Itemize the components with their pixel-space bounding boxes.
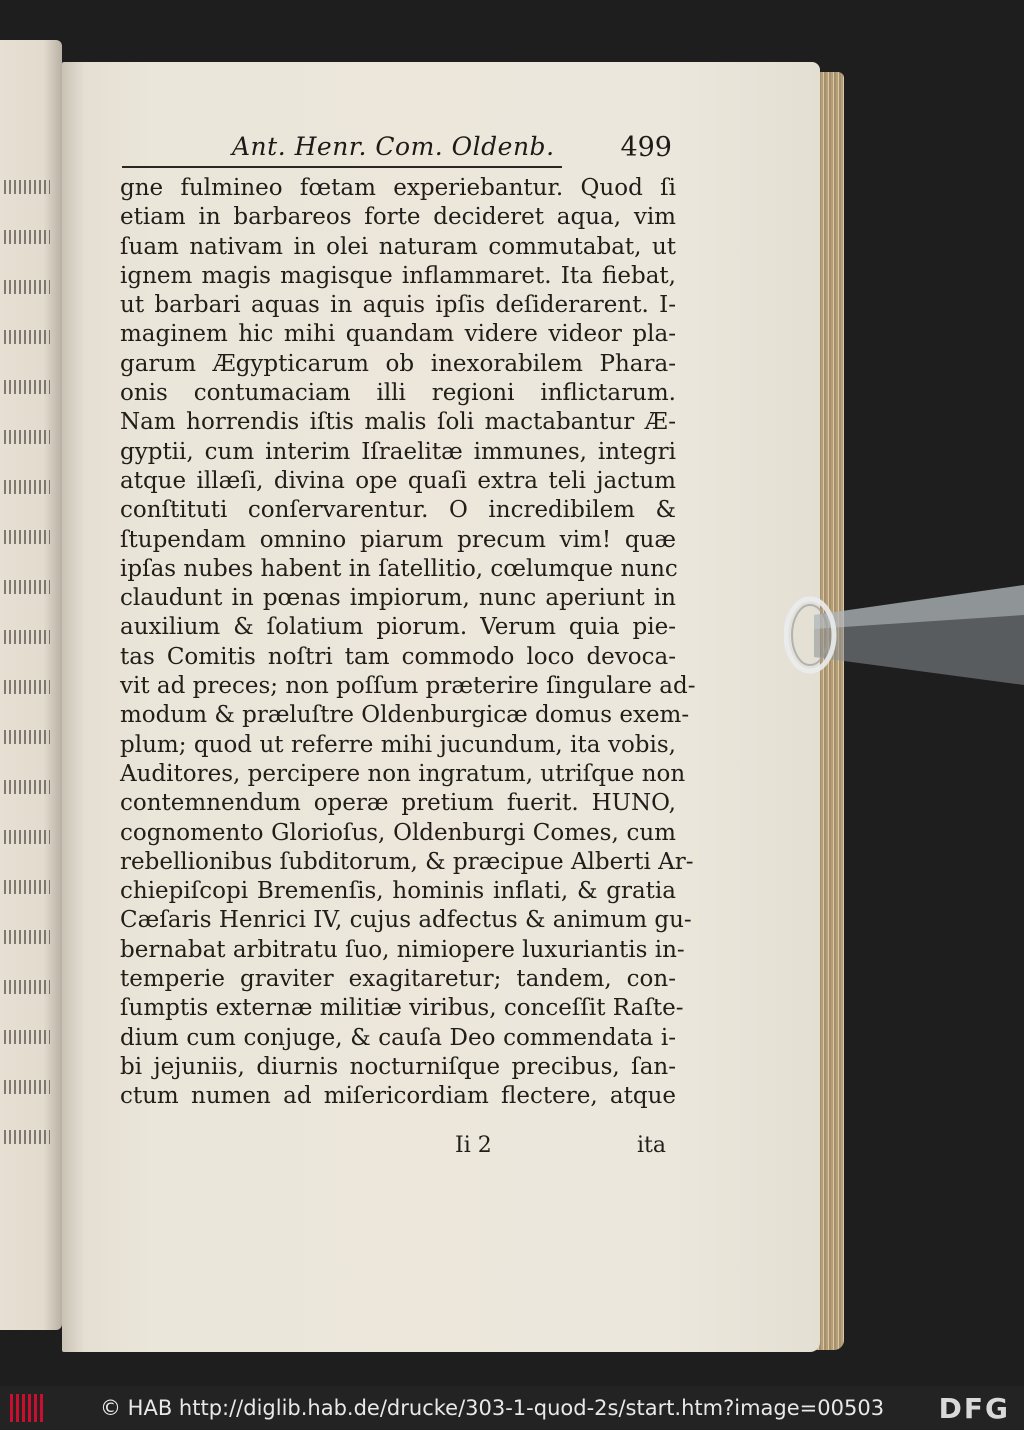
text-line: maginem hic mihi quandam videre videor pla- xyxy=(120,321,676,348)
text-line: tas Comitis noſtri tam commodo loco devoca- xyxy=(120,643,676,670)
page-footer xyxy=(120,1133,676,1163)
text-line: conſtituti conſervarentur. O incredibilem & xyxy=(120,497,676,524)
facing-page-text-fragment xyxy=(4,880,50,894)
facing-page-text-fragment xyxy=(4,930,50,944)
page-block-edge xyxy=(816,72,844,1350)
text-line: ſumptis externæ militiæ viribus, conceſſit Raſte- xyxy=(120,995,684,1022)
facing-page-text-fragment xyxy=(4,1080,50,1094)
text-line: Auditores, percipere non ingratum, utriſque non xyxy=(120,760,686,787)
facing-page-text-fragment xyxy=(4,730,50,744)
text-line: contemnendum operæ pretium fuerit. HUNO, xyxy=(120,790,676,817)
text-line: ipſas nubes habent in ſatellitio, cœlumque nunc xyxy=(120,555,678,582)
text-line: Cæſaris Henrici IV, cujus adfectus & animum gu- xyxy=(120,907,692,934)
facing-page-edge xyxy=(0,40,62,1330)
facing-page-text-fragment xyxy=(4,430,50,444)
body-text xyxy=(120,174,696,1112)
text-line: ut barbari aquas in aquis ipſis deſiderarent. I- xyxy=(120,292,676,319)
facing-page-text-fragment xyxy=(4,630,50,644)
text-line: dium cum conjuge, & cauſa Deo commendata i- xyxy=(120,1024,676,1051)
hab-logo-icon xyxy=(10,1394,46,1422)
text-line: gne fulmineo fœtam experiebantur. Quod ſi xyxy=(120,175,676,201)
facing-page-text-fragment xyxy=(4,580,50,594)
facing-page-text-fragment xyxy=(4,280,50,294)
facing-page-text-fragment xyxy=(4,830,50,844)
page-clip xyxy=(784,585,1024,695)
running-head-title: Ant. Henr. Com. Oldenb. xyxy=(232,132,555,161)
running-head xyxy=(122,128,678,172)
catchword: ita xyxy=(637,1133,666,1158)
text-line: garum Ægypticarum ob inexorabilem Phara- xyxy=(120,350,676,377)
text-line: temperie graviter exagitaretur; tandem, con- xyxy=(120,966,676,993)
facing-page-text-fragment xyxy=(4,230,50,244)
text-line: claudunt in pœnas impiorum, nunc aperiunt in xyxy=(120,585,676,612)
facing-page-text-fragment xyxy=(4,1030,50,1044)
text-line: ignem magis magisque inflammaret. Ita fiebat, xyxy=(120,262,676,289)
text-line: auxilium & ſolatium piorum. Verum quia pie- xyxy=(120,614,676,641)
signature-mark: Ii 2 xyxy=(455,1133,492,1158)
page-number: 499 xyxy=(620,132,672,163)
facing-page-text-fragment xyxy=(4,380,50,394)
text-line: vit ad preces; non poſſum præterire ſingulare ad- xyxy=(120,673,696,700)
dfg-logo: DFG xyxy=(938,1392,1010,1425)
source-link[interactable]: © HAB http://diglib.hab.de/drucke/303-1-quod-2s/start.htm?image=00503 xyxy=(100,1396,885,1420)
facing-page-text-fragment xyxy=(4,530,50,544)
text-line: rebellionibus ſubditorum, & præcipue Alberti Ar- xyxy=(120,848,694,875)
text-line: atque illæſi, divina ope quaſi extra teli jactum xyxy=(120,467,676,494)
facing-page-text-fragment xyxy=(4,480,50,494)
text-line: plum; quod ut referre mihi jucundum, ita vobis, xyxy=(120,731,676,758)
text-line: ſtupendam omnino piarum precum vim! quæ xyxy=(120,526,676,553)
text-line: chiepiſcopi Bremenſis, hominis inflati, & gratia xyxy=(120,878,676,905)
facing-page-text-fragment xyxy=(4,780,50,794)
facing-page-text-fragment xyxy=(4,330,50,344)
text-line: etiam in barbareos forte decideret aqua, vim xyxy=(120,204,676,231)
facing-page-text-fragment xyxy=(4,1130,50,1144)
text-line: modum & præluſtre Oldenburgicæ domus exem- xyxy=(120,702,690,729)
text-line: gyptii, cum interim Iſraelitæ immunes, integri xyxy=(120,438,676,465)
facing-page-text-fragment xyxy=(4,180,50,194)
viewer-bar xyxy=(0,1386,1024,1430)
facing-page-text-fragment xyxy=(4,980,50,994)
text-line: Nam horrendis iſtis malis ſoli mactabantur Æ- xyxy=(120,409,676,436)
text-line: bi jejuniis, diurnis nocturniſque precibus, ſan- xyxy=(120,1053,676,1080)
text-line: ctum numen ad miſericordiam flectere, atque xyxy=(120,1083,676,1110)
text-line: bernabat arbitratu ſuo, nimiopere luxuriantis in- xyxy=(120,936,685,963)
text-line: onis contumaciam illi regioni inflictarum. xyxy=(120,380,676,407)
facing-page-text-fragment xyxy=(4,680,50,694)
text-line: cognomento Glorioſus, Oldenburgi Comes, cum xyxy=(120,819,676,846)
text-line: ſuam nativam in olei naturam commutabat, ut xyxy=(120,233,676,260)
header-rule xyxy=(122,166,562,168)
